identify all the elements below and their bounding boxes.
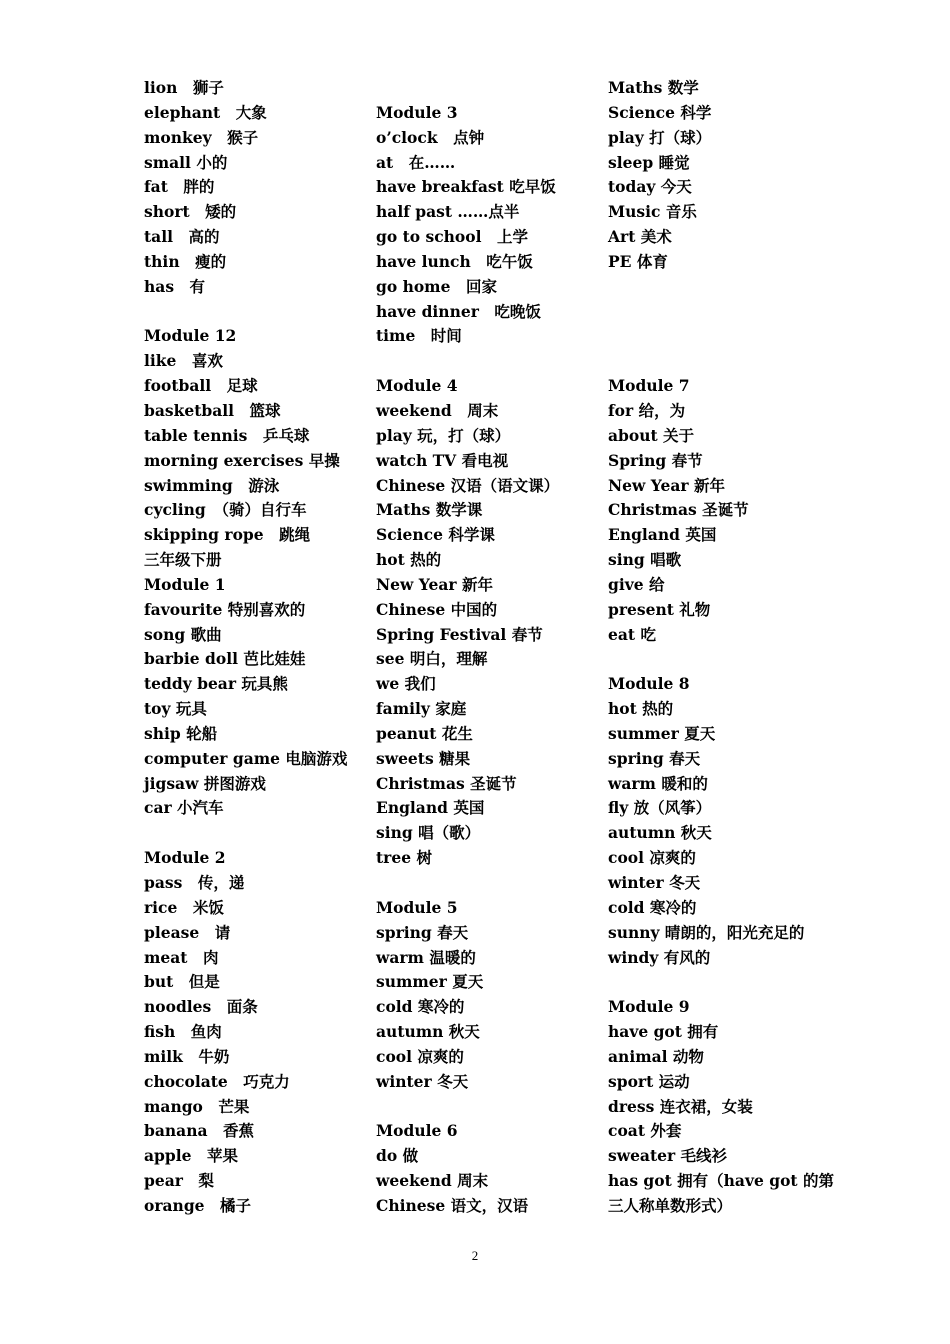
vocab-entry: chocolate 巧克力 [144, 1071, 290, 1091]
vocab-entry: sweets 糖果 [376, 748, 471, 768]
vocab-entry: Chinese 语文，汉语 [376, 1195, 529, 1215]
vocab-entry: elephant 大象 [144, 102, 267, 122]
vocab-entry: like 喜欢 [144, 351, 223, 371]
vocab-entry: morning exercises 早操 [144, 450, 340, 470]
vocab-entry: peanut 花生 [376, 723, 473, 743]
vocab-entry: swimming 游泳 [144, 475, 280, 495]
vocab-entry: spring 春天 [376, 922, 469, 942]
module-heading: Module 9 [608, 997, 690, 1017]
vocab-entry: Chinese 中国的 [376, 599, 498, 619]
vocab-entry: about 关于 [608, 425, 695, 445]
vocab-entry: milk 牛奶 [144, 1046, 230, 1066]
vocab-entry: autumn 秋天 [608, 823, 712, 843]
blank-line [376, 871, 608, 896]
vocab-entry: fat 胖的 [144, 177, 215, 197]
vocab-entry: time 时间 [376, 326, 462, 346]
vocab-entry: song 歌曲 [144, 624, 222, 644]
module-heading: Module 8 [608, 674, 690, 694]
vocab-entry: Art 美术 [608, 227, 672, 247]
vocab-entry: winter 冬天 [608, 873, 701, 892]
module-heading: Module 1 [144, 574, 226, 594]
vocab-entry: ship 轮船 [144, 723, 218, 743]
vocab-entry: today 今天 [608, 177, 692, 197]
vocab-entry: favourite 特别喜欢的 [144, 599, 306, 619]
vocab-entry: fish 鱼肉 [144, 1022, 222, 1042]
vocab-entry: apple 苹果 [144, 1146, 238, 1166]
vocab-entry: for 给，为 [608, 400, 686, 420]
vocab-entry: have lunch 吃午饭 [376, 251, 533, 271]
vocab-entry: jigsaw 拼图游戏 [144, 773, 266, 793]
vocab-entry: Christmas 圣诞节 [608, 500, 749, 520]
vocab-entry: autumn 秋天 [376, 1022, 480, 1042]
blank-line [144, 821, 376, 846]
vocab-entry: hot 热的 [376, 550, 442, 570]
vocab-entry: monkey 猴子 [144, 127, 259, 147]
vocab-entry: present 礼物 [608, 599, 711, 619]
vocab-entry: noodles 面条 [144, 997, 258, 1017]
module-heading: Module 3 [376, 102, 458, 122]
vocab-entry: Spring 春节 [608, 450, 703, 470]
vocab-entry: sweater 毛线衫 [608, 1146, 728, 1166]
vocab-entry: cool 凉爽的 [608, 848, 696, 868]
vocab-column-3 [608, 76, 858, 1219]
vocab-entry: has 有 [144, 276, 206, 296]
vocab-entry: animal 动物 [608, 1046, 704, 1066]
vocab-entry: lion 狮子 [144, 78, 224, 97]
vocab-entry: windy 有风的 [608, 947, 711, 967]
vocab-entry: warm 温暖的 [376, 947, 476, 967]
vocab-entry: Chinese 汉语（语文课） [376, 475, 560, 495]
vocab-entry: go to school 上学 [376, 227, 528, 247]
vocab-entry: play 玩，打（球） [376, 425, 511, 445]
vocab-entry: Music 音乐 [608, 202, 697, 222]
vocab-entry: cool 凉爽的 [376, 1046, 464, 1066]
blank-line [376, 349, 608, 374]
vocab-entry: has got 拥有（have got 的第 [608, 1171, 834, 1191]
vocab-entry: Maths 数学 [608, 78, 699, 97]
vocab-entry: short 矮的 [144, 202, 237, 222]
vocab-entry: family 家庭 [376, 699, 467, 719]
blank-line [144, 300, 376, 325]
blank-line [376, 76, 608, 101]
vocab-entry: have got 拥有 [608, 1022, 719, 1042]
blank-line [608, 970, 858, 995]
vocab-entry: basketball 篮球 [144, 400, 281, 420]
vocab-entry: mango 芒果 [144, 1096, 250, 1116]
vocab-entry: New Year 新年 [608, 475, 725, 495]
vocab-entry: Spring Festival 春节 [376, 624, 543, 644]
vocab-entry: fly 放（风筝） [608, 798, 712, 818]
module-heading: Module 6 [376, 1121, 458, 1141]
blank-line [608, 647, 858, 672]
vocab-entry: tall 高的 [144, 227, 220, 247]
vocab-entry: small 小的 [144, 152, 228, 172]
vocab-entry: summer 夏天 [608, 723, 716, 743]
vocab-entry: Christmas 圣诞节 [376, 773, 517, 793]
blank-line [608, 300, 858, 325]
blank-line [608, 324, 858, 349]
page-number: 2 [471, 1248, 479, 1263]
vocab-entry: tree 树 [376, 848, 432, 868]
vocab-entry: thin 瘦的 [144, 251, 227, 271]
module-heading: 三年级下册 [144, 550, 222, 570]
vocab-entry: hot 热的 [608, 699, 674, 719]
module-heading: Module 4 [376, 376, 458, 396]
vocab-entry: see 明白，理解 [376, 649, 488, 669]
module-heading: Module 7 [608, 376, 690, 396]
vocab-entry: play 打（球） [608, 127, 712, 147]
vocab-column-2 [376, 76, 608, 1219]
vocab-entry: meat 肉 [144, 947, 219, 967]
vocab-entry: winter 冬天 [376, 1071, 469, 1091]
vocab-entry: toy 玩具 [144, 699, 207, 719]
vocab-entry: go home 回家 [376, 276, 497, 296]
vocab-entry: car 小汽车 [144, 798, 224, 818]
module-heading: Module 5 [376, 897, 458, 917]
vocab-entry: sport 运动 [608, 1071, 690, 1091]
vocab-column-1 [144, 76, 376, 1219]
vocab-entry: do 做 [376, 1146, 419, 1166]
vocab-entry: rice 米饭 [144, 897, 224, 917]
vocab-entry: dress 连衣裙，女装 [608, 1096, 753, 1116]
blank-line [376, 1095, 608, 1120]
vocab-entry: cold 寒冷的 [376, 997, 465, 1017]
vocab-entry: table tennis 乒乓球 [144, 425, 310, 445]
vocab-entry: coat 外套 [608, 1121, 682, 1141]
vocab-entry: sing 唱歌 [608, 550, 682, 570]
module-heading: Module 2 [144, 848, 226, 868]
vocab-entry: summer 夏天 [376, 972, 484, 992]
vocab-entry: weekend 周末 [376, 400, 499, 420]
vocab-entry: PE 体育 [608, 251, 668, 271]
blank-line [608, 275, 858, 300]
vocab-entry: but 但是 [144, 972, 220, 992]
vocab-entry: watch TV 看电视 [376, 450, 509, 470]
vocab-entry: please 请 [144, 922, 231, 942]
vocab-entry: Science 科学课 [376, 525, 495, 545]
vocab-entry: give 给 [608, 574, 665, 594]
vocab-entry: pass 传，递 [144, 873, 245, 892]
vocab-entry: England 英国 [608, 525, 717, 545]
vocab-entry: warm 暖和的 [608, 773, 708, 793]
vocab-entry: sunny 晴朗的，阳光充足的 [608, 922, 805, 942]
vocab-entry: England 英国 [376, 798, 485, 818]
vocab-entry: football 足球 [144, 376, 258, 396]
vocab-entry: at 在…… [376, 152, 456, 172]
vocab-entry: sing 唱（歌） [376, 823, 481, 843]
vocab-entry: have breakfast 吃早饭 [376, 177, 556, 197]
vocab-entry: Science 科学 [608, 102, 712, 122]
vocab-entry: eat 吃 [608, 624, 656, 644]
vocab-entry: o’clock 点钟 [376, 127, 485, 147]
vocab-entry: cycling （骑）自行车 [144, 500, 307, 520]
vocab-entry: New Year 新年 [376, 574, 493, 594]
vocab-entry: skipping rope 跳绳 [144, 525, 311, 545]
vocab-entry: cold 寒冷的 [608, 897, 697, 917]
vocab-entry: sleep 睡觉 [608, 152, 690, 172]
vocab-entry: weekend 周末 [376, 1171, 489, 1191]
vocab-entry: we 我们 [376, 674, 436, 694]
vocab-entry: orange 橘子 [144, 1195, 252, 1215]
vocab-entry: barbie doll 芭比娃娃 [144, 649, 306, 669]
module-heading: Module 12 [144, 326, 237, 346]
vocab-entry: Maths 数学课 [376, 500, 483, 520]
vocab-entry: banana 香蕉 [144, 1121, 255, 1141]
vocab-entry: half past ……点半 [376, 202, 520, 222]
vocab-entry: 三人称单数形式） [608, 1195, 733, 1215]
vocab-entry: pear 梨 [144, 1171, 214, 1191]
vocab-entry: teddy bear 玩具熊 [144, 674, 288, 694]
vocab-entry: have dinner 吃晚饭 [376, 301, 541, 321]
blank-line [608, 349, 858, 374]
vocab-entry: spring 春天 [608, 748, 701, 768]
vocab-entry: computer game 电脑游戏 [144, 748, 348, 768]
